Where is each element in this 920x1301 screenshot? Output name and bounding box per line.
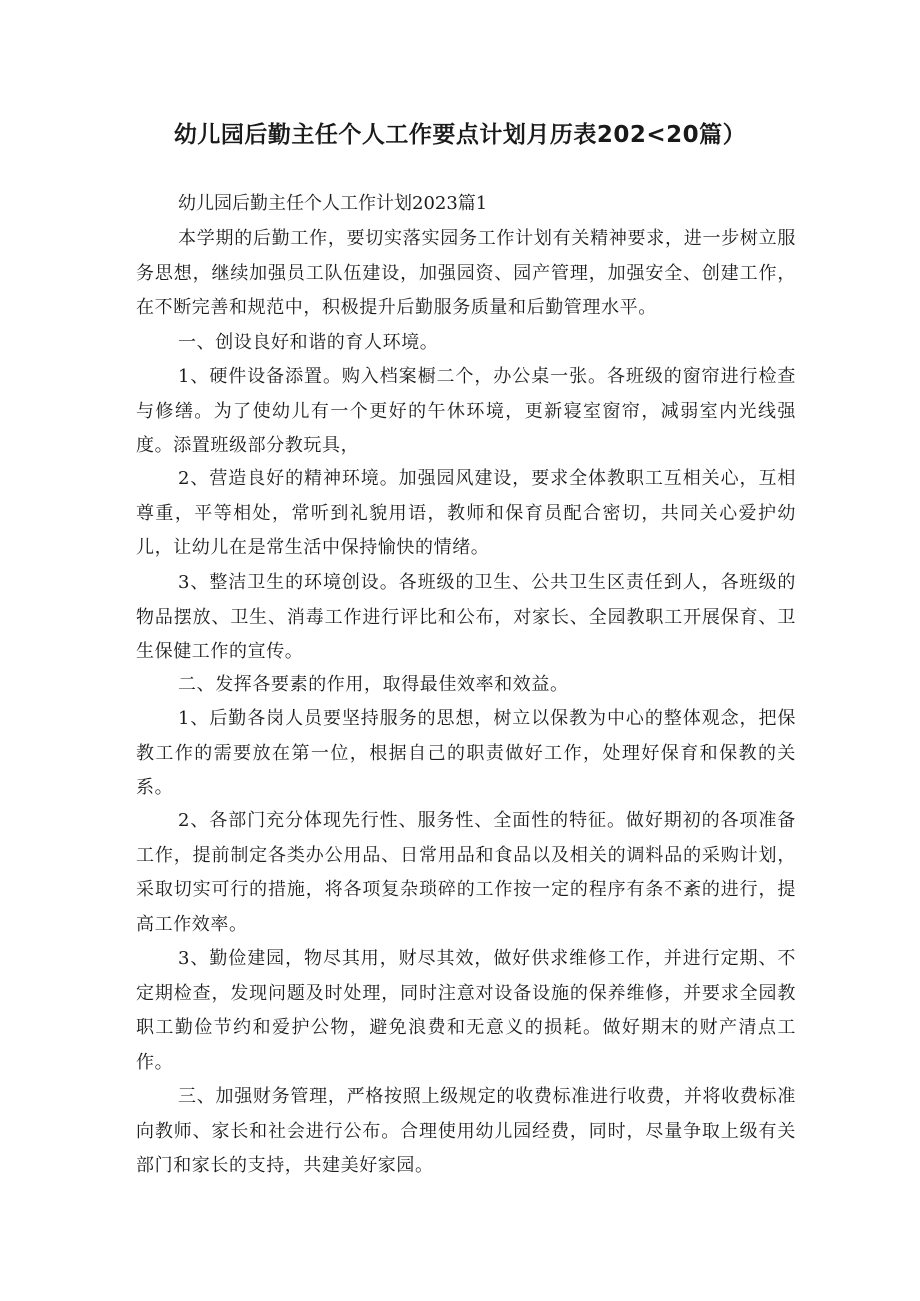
paragraph-intro: 本学期的后勤工作，要切实落实园务工作计划有关精神要求，进一步树立服务思想，继续加强员工队伍建设，加强园资、园产管理，加强安全、创建工作，在不断完善和规范中，积极提升后勤服务质量和后勤管理水平。 bbox=[136, 228, 796, 318]
section-subtitle: 幼儿园后勤主任个人工作计划2023篇1 bbox=[178, 193, 488, 214]
paragraph-1-2: 2、营造良好的精神环境。加强园风建设，要求全体教职工互相关心，互相尊重，平等相处，常听到礼貌用语，教师和保育员配合密切，共同关心爱护幼儿，让幼儿在是常生活中保持愉快的情绪。 bbox=[136, 468, 796, 558]
paragraph-1-1: 1、硬件设备添置。购入档案橱二个，办公桌一张。各班级的窗帘进行检查与修缮。为了使幼儿有一个更好的午休环境，更新寝室窗帘，减弱室内光线强度。添置班级部分教玩具， bbox=[136, 366, 796, 456]
paragraph-2-1: 1、后勤各岗人员要坚持服务的思想，树立以保教为中心的整体观念，把保教工作的需要放在第一位，根据自己的职责做好工作，处理好保育和保教的关系。 bbox=[136, 708, 796, 798]
heading-section-2: 二、发挥各要素的作用，取得最佳效率和效益。 bbox=[178, 674, 569, 695]
paragraph-1-3: 3、整洁卫生的环境创设。各班级的卫生、公共卫生区责任到人，各班级的物品摆放、卫生、消毒工作进行评比和公布，对家长、全园教职工开展保育、卫生保健工作的宣传。 bbox=[136, 572, 796, 662]
paragraph-2-2: 2、各部门充分体现先行性、服务性、全面性的特征。做好期初的各项准备工作，提前制定各类办公用品、日常用品和食品以及相关的调料品的采购计划，采取切实可行的措施，将各项复杂琐碎的工作按一定的程序有条不紊的进行，提高工作效率。 bbox=[136, 810, 796, 935]
paragraph-2-3: 3、勤俭建园，物尽其用，财尽其效，做好供求维修工作，并进行定期、不定期检查，发现问题及时处理，同时注意对设备设施的保养维修，并要求全园教职工勤俭节约和爱护公物，避免浪费和无意义的损耗。做好期末的财产清点工作。 bbox=[136, 948, 796, 1073]
heading-section-3: 三、加强财务管理，严格按照上级规定的收费标准进行收费，并将收费标准向教师、家长和社会进行公布。合理使用幼儿园经费，同时，尽量争取上级有关部门和家长的支持，共建美好家园。 bbox=[136, 1086, 796, 1176]
heading-section-1: 一、创设良好和谐的育人环境。 bbox=[178, 332, 439, 353]
document-title: 幼儿园后勤主任个人工作要点计划月历表202<20篇） bbox=[173, 122, 747, 148]
